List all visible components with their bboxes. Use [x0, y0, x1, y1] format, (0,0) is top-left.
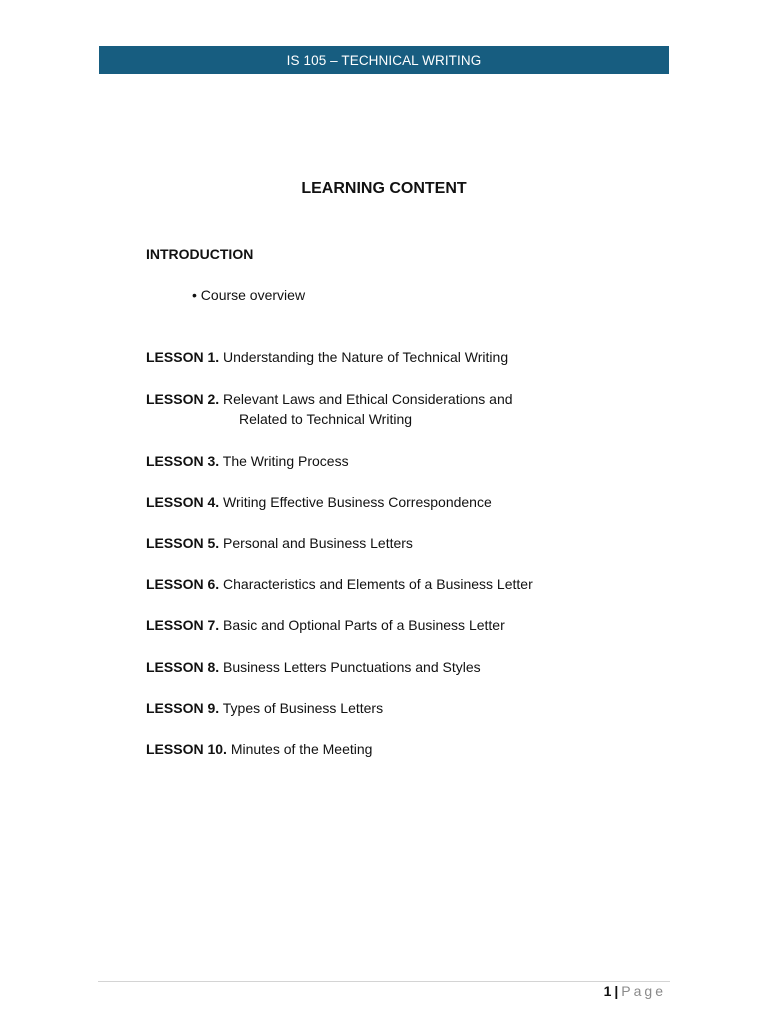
lesson-title: Characteristics and Elements of a Business Letter	[223, 576, 533, 592]
lesson-number: LESSON 8.	[146, 659, 220, 675]
lesson-7	[146, 615, 505, 635]
page-number: 1	[603, 983, 612, 999]
lesson-number: LESSON 7.	[146, 617, 220, 633]
introduction-item: • Course overview	[192, 287, 306, 303]
lesson-10	[146, 739, 372, 759]
footer-separator: |	[614, 983, 619, 999]
lesson-number: LESSON 1.	[146, 349, 220, 365]
header-band	[99, 46, 669, 74]
lesson-5	[146, 533, 413, 553]
lesson-title-continuation: Related to Technical Writing	[239, 411, 413, 427]
page-label: Page	[621, 983, 666, 999]
lesson-title: Understanding the Nature of Technical Writing	[223, 349, 509, 365]
lesson-1	[146, 347, 508, 367]
lesson-title: Writing Effective Business Correspondence	[223, 494, 492, 510]
lesson-number: LESSON 4.	[146, 494, 220, 510]
footer-divider	[98, 981, 670, 982]
lesson-title: Business Letters Punctuations and Styles	[223, 659, 481, 675]
lesson-number: LESSON 9.	[146, 700, 220, 716]
lesson-title: Basic and Optional Parts of a Business Letter	[223, 617, 505, 633]
introduction-heading: INTRODUCTION	[146, 246, 254, 262]
page-title: LEARNING CONTENT	[301, 180, 467, 197]
lesson-6	[146, 574, 533, 594]
lesson-title: Personal and Business Letters	[223, 535, 413, 551]
lesson-8	[146, 657, 481, 677]
lesson-title: Types of Business Letters	[222, 700, 384, 716]
lesson-3	[146, 451, 349, 471]
lesson-9	[146, 698, 383, 718]
lesson-title: The Writing Process	[222, 453, 349, 469]
course-title: IS 105 – TECHNICAL WRITING	[286, 52, 482, 68]
lesson-2	[146, 389, 513, 429]
lesson-number: LESSON 3.	[146, 453, 220, 469]
page-footer	[604, 983, 666, 999]
lesson-4	[146, 492, 492, 512]
lesson-number: LESSON 6.	[146, 576, 220, 592]
lesson-number: LESSON 5.	[146, 535, 220, 551]
lesson-title: Minutes of the Meeting	[230, 741, 373, 757]
lesson-number: LESSON 10.	[146, 741, 227, 757]
lesson-title: Relevant Laws and Ethical Considerations and	[223, 391, 513, 407]
lesson-number: LESSON 2.	[146, 391, 220, 407]
